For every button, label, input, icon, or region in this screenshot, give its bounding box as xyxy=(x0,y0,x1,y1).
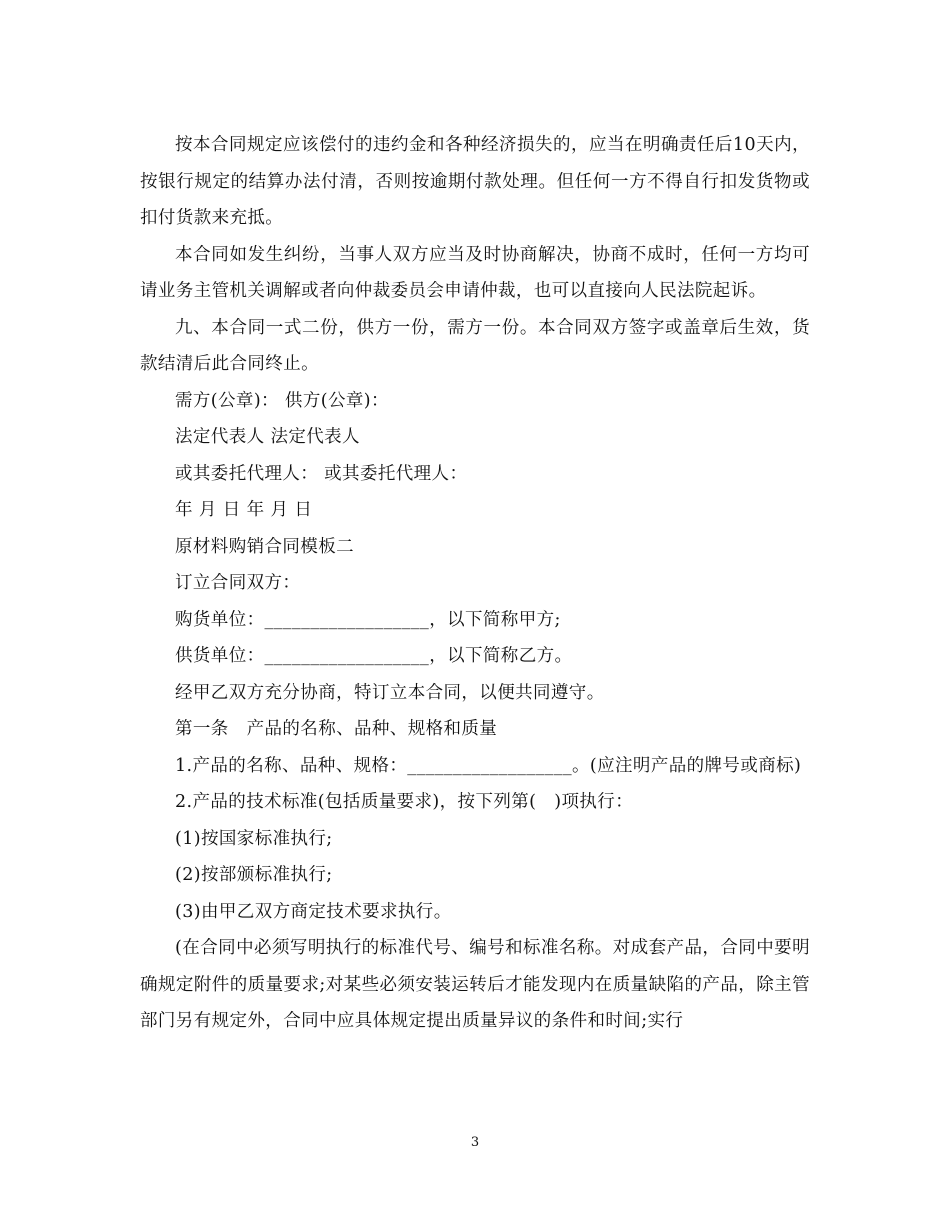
option-mutual-agreement: (3)由甲乙双方商定技术要求执行。 xyxy=(175,901,452,922)
signature-legal-representatives: 法定代表人 法定代表人 xyxy=(175,427,360,447)
template-two-title: 原材料购销合同模板二 xyxy=(175,536,354,557)
signature-dates: 年 月 日 年 月 日 xyxy=(175,500,313,520)
option-national-standard: (1)按国家标准执行; xyxy=(175,828,333,849)
page-number: 3 xyxy=(470,1135,480,1150)
clause-product-specification: 1.产品的名称、品种、规格：__________________。(应注明产品的牌号或商标) xyxy=(175,755,802,776)
paragraph-dispute-resolution: 本合同如发生纠纷，当事人双方应当及时协商解决，协商不成时，任何一方均可请业务主管机关调解或者向仲裁委员会申请仲裁，也可以直接向人民法院起诉。 xyxy=(140,244,810,301)
buyer-line: 购货单位：__________________，以下简称甲方; xyxy=(175,609,561,630)
document-body xyxy=(140,127,810,1040)
agreement-statement: 经甲乙双方充分协商，特订立本合同，以便共同遵守。 xyxy=(175,682,605,703)
signature-authorized-agents: 或其委托代理人： 或其委托代理人： xyxy=(175,463,468,484)
signature-parties-seal: 需方(公章)： 供方(公章)： xyxy=(175,390,389,411)
article-one-heading: 第一条 产品的名称、品种、规格和质量 xyxy=(175,719,498,739)
paragraph-standard-requirements: (在合同中必须写明执行的标准代号、编号和标准名称。对成套产品，合同中要明确规定附件的质量要求;对某些必须安装运转后才能发现内在质量缺陷的产品，除主管部门另有规定外，合同中应具体规定提出质量异议的条件和时间;实行 xyxy=(140,938,810,1031)
supplier-line: 供货单位：__________________，以下简称乙方。 xyxy=(175,646,573,666)
clause-technical-standard: 2.产品的技术标准(包括质量要求)，按下列第( )项执行： xyxy=(175,792,634,812)
contracting-parties-heading: 订立合同双方： xyxy=(175,573,301,593)
paragraph-penalty-payment: 按本合同规定应该偿付的违约金和各种经济损失的，应当在明确责任后10天内，按银行规定的结算办法付清，否则按逾期付款处理。但任何一方不得自行扣发货物或扣付货款来充抵。 xyxy=(140,135,810,228)
option-ministry-standard: (2)按部颁标准执行; xyxy=(175,865,333,885)
paragraph-copies-effective: 九、本合同一式二份，供方一份，需方一份。本合同双方签字或盖章后生效，货款结清后此合同终止。 xyxy=(140,317,810,374)
